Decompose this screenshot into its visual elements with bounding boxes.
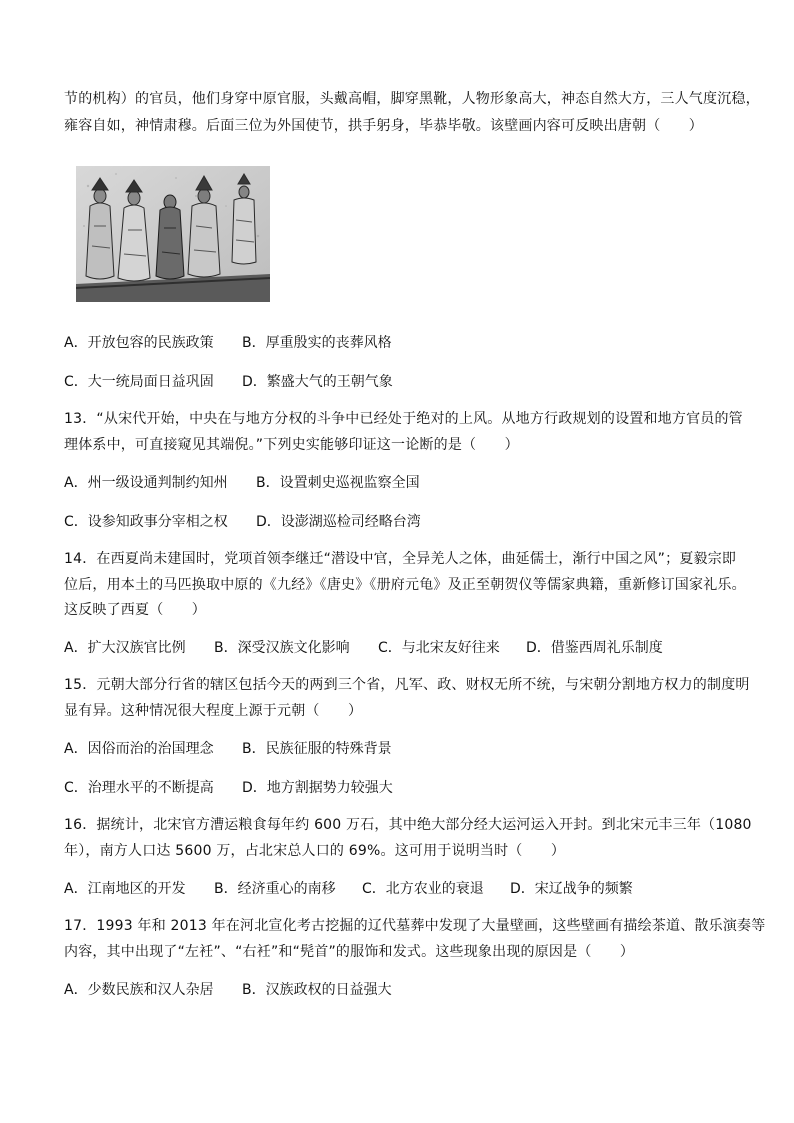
q12-stem-line-2: 雍容自如，神情肃穆。后面三位为外国使节，拱手躬身，毕恭毕敬。该壁画内容可反映出唐朝（ ） [64,118,703,134]
q16-option-b: B．经济重心的南移 [214,881,336,897]
q14-stem-line-1: 14．在西夏尚未建国时，党项首领李继迁“潜设中官，全异羌人之体，曲延儒士，渐行中国之风”；夏毅宗即 [64,551,737,567]
q12-option-c: C．大一统局面日益巩固 [64,374,214,390]
q13-option-b: B．设置刺史巡视监察全国 [256,475,420,491]
q17-stem-line-2: 内容，其中出现了“左衽”、“右衽”和“髡首”的服饰和发式。这些现象出现的原因是（ ） [64,944,635,960]
q13-stem-line-1: 13．“从宋代开始，中央在与地方分权的斗争中已经处于绝对的上风。从地方行政规划的设置和地方官员的管 [64,411,743,427]
q14-option-a: A．扩大汉族官比例 [64,640,186,656]
q14-option-c: C．与北宋友好往来 [378,640,500,656]
q17-option-b: B．汉族政权的日益强大 [242,982,392,998]
q12-option-d: D．繁盛大气的王朝气象 [242,374,393,390]
q14-stem-line-3: 这反映了西夏（ ） [64,602,206,618]
q14-stem-line-2: 位后，用本土的马匹换取中原的《九经》《唐史》《册府元龟》及正至朝贺仪等儒家典籍，重新修订国家礼乐。 [64,577,746,593]
q15-option-b: B．民族征服的特殊背景 [242,741,392,757]
q17-stem-line-1: 17．1993 年和 2013 年在河北宣化考古挖掘的辽代墓葬中发现了大量壁画，这些壁画有描绘茶道、散乐演奏等 [64,918,766,934]
q16-stem-line-1: 16．据统计，北宋官方漕运粮食每年约 600 万石，其中绝大部分经大运河运入开封。到北宋元丰三年（1080 [64,817,752,833]
q12-option-a: A．开放包容的民族政策 [64,335,214,351]
q16-stem-line-2: 年），南方人口达 5600 万，占北宋总人口的 69%。这可用于说明当时（ ） [64,843,566,859]
q13-option-c: C．设参知政事分宰相之权 [64,514,228,530]
q13-option-a: A．州一级设通判制约知州 [64,475,228,491]
q16-option-c: C．北方农业的衰退 [362,881,484,897]
q15-option-d: D．地方割据势力较强大 [242,780,393,796]
q15-option-c: C．治理水平的不断提高 [64,780,214,796]
q12-stem-line-1: 节的机构）的官员，他们身穿中原官服，头戴高帽，脚穿黑靴，人物形象高大，神态自然大方，三人气度沉稳， [64,91,760,107]
q14-option-b: B．深受汉族文化影响 [214,640,350,656]
q14-option-d: D．借鉴西周礼乐制度 [526,640,663,656]
q13-option-d: D．设澎湖巡检司经略台湾 [256,514,421,530]
q15-stem-line-1: 15．元朝大部分行省的辖区包括今天的两到三个省，凡军、政、财权无所不统，与宋朝分割地方权力的制度明 [64,677,750,693]
q16-option-a: A．江南地区的开发 [64,881,186,897]
tang-mural-image [76,166,270,302]
q12-option-b: B．厚重殷实的丧葬风格 [242,335,392,351]
q17-option-a: A．少数民族和汉人杂居 [64,982,214,998]
q15-option-a: A．因俗而治的治国理念 [64,741,214,757]
q15-stem-line-2: 显有异。这种情况很大程度上源于元朝（ ） [64,703,363,719]
q16-option-d: D．宋辽战争的频繁 [510,881,633,897]
q13-stem-line-2: 理体系中，可直接窥见其端倪。”下列史实能够印证这一论断的是（ ） [64,437,519,453]
